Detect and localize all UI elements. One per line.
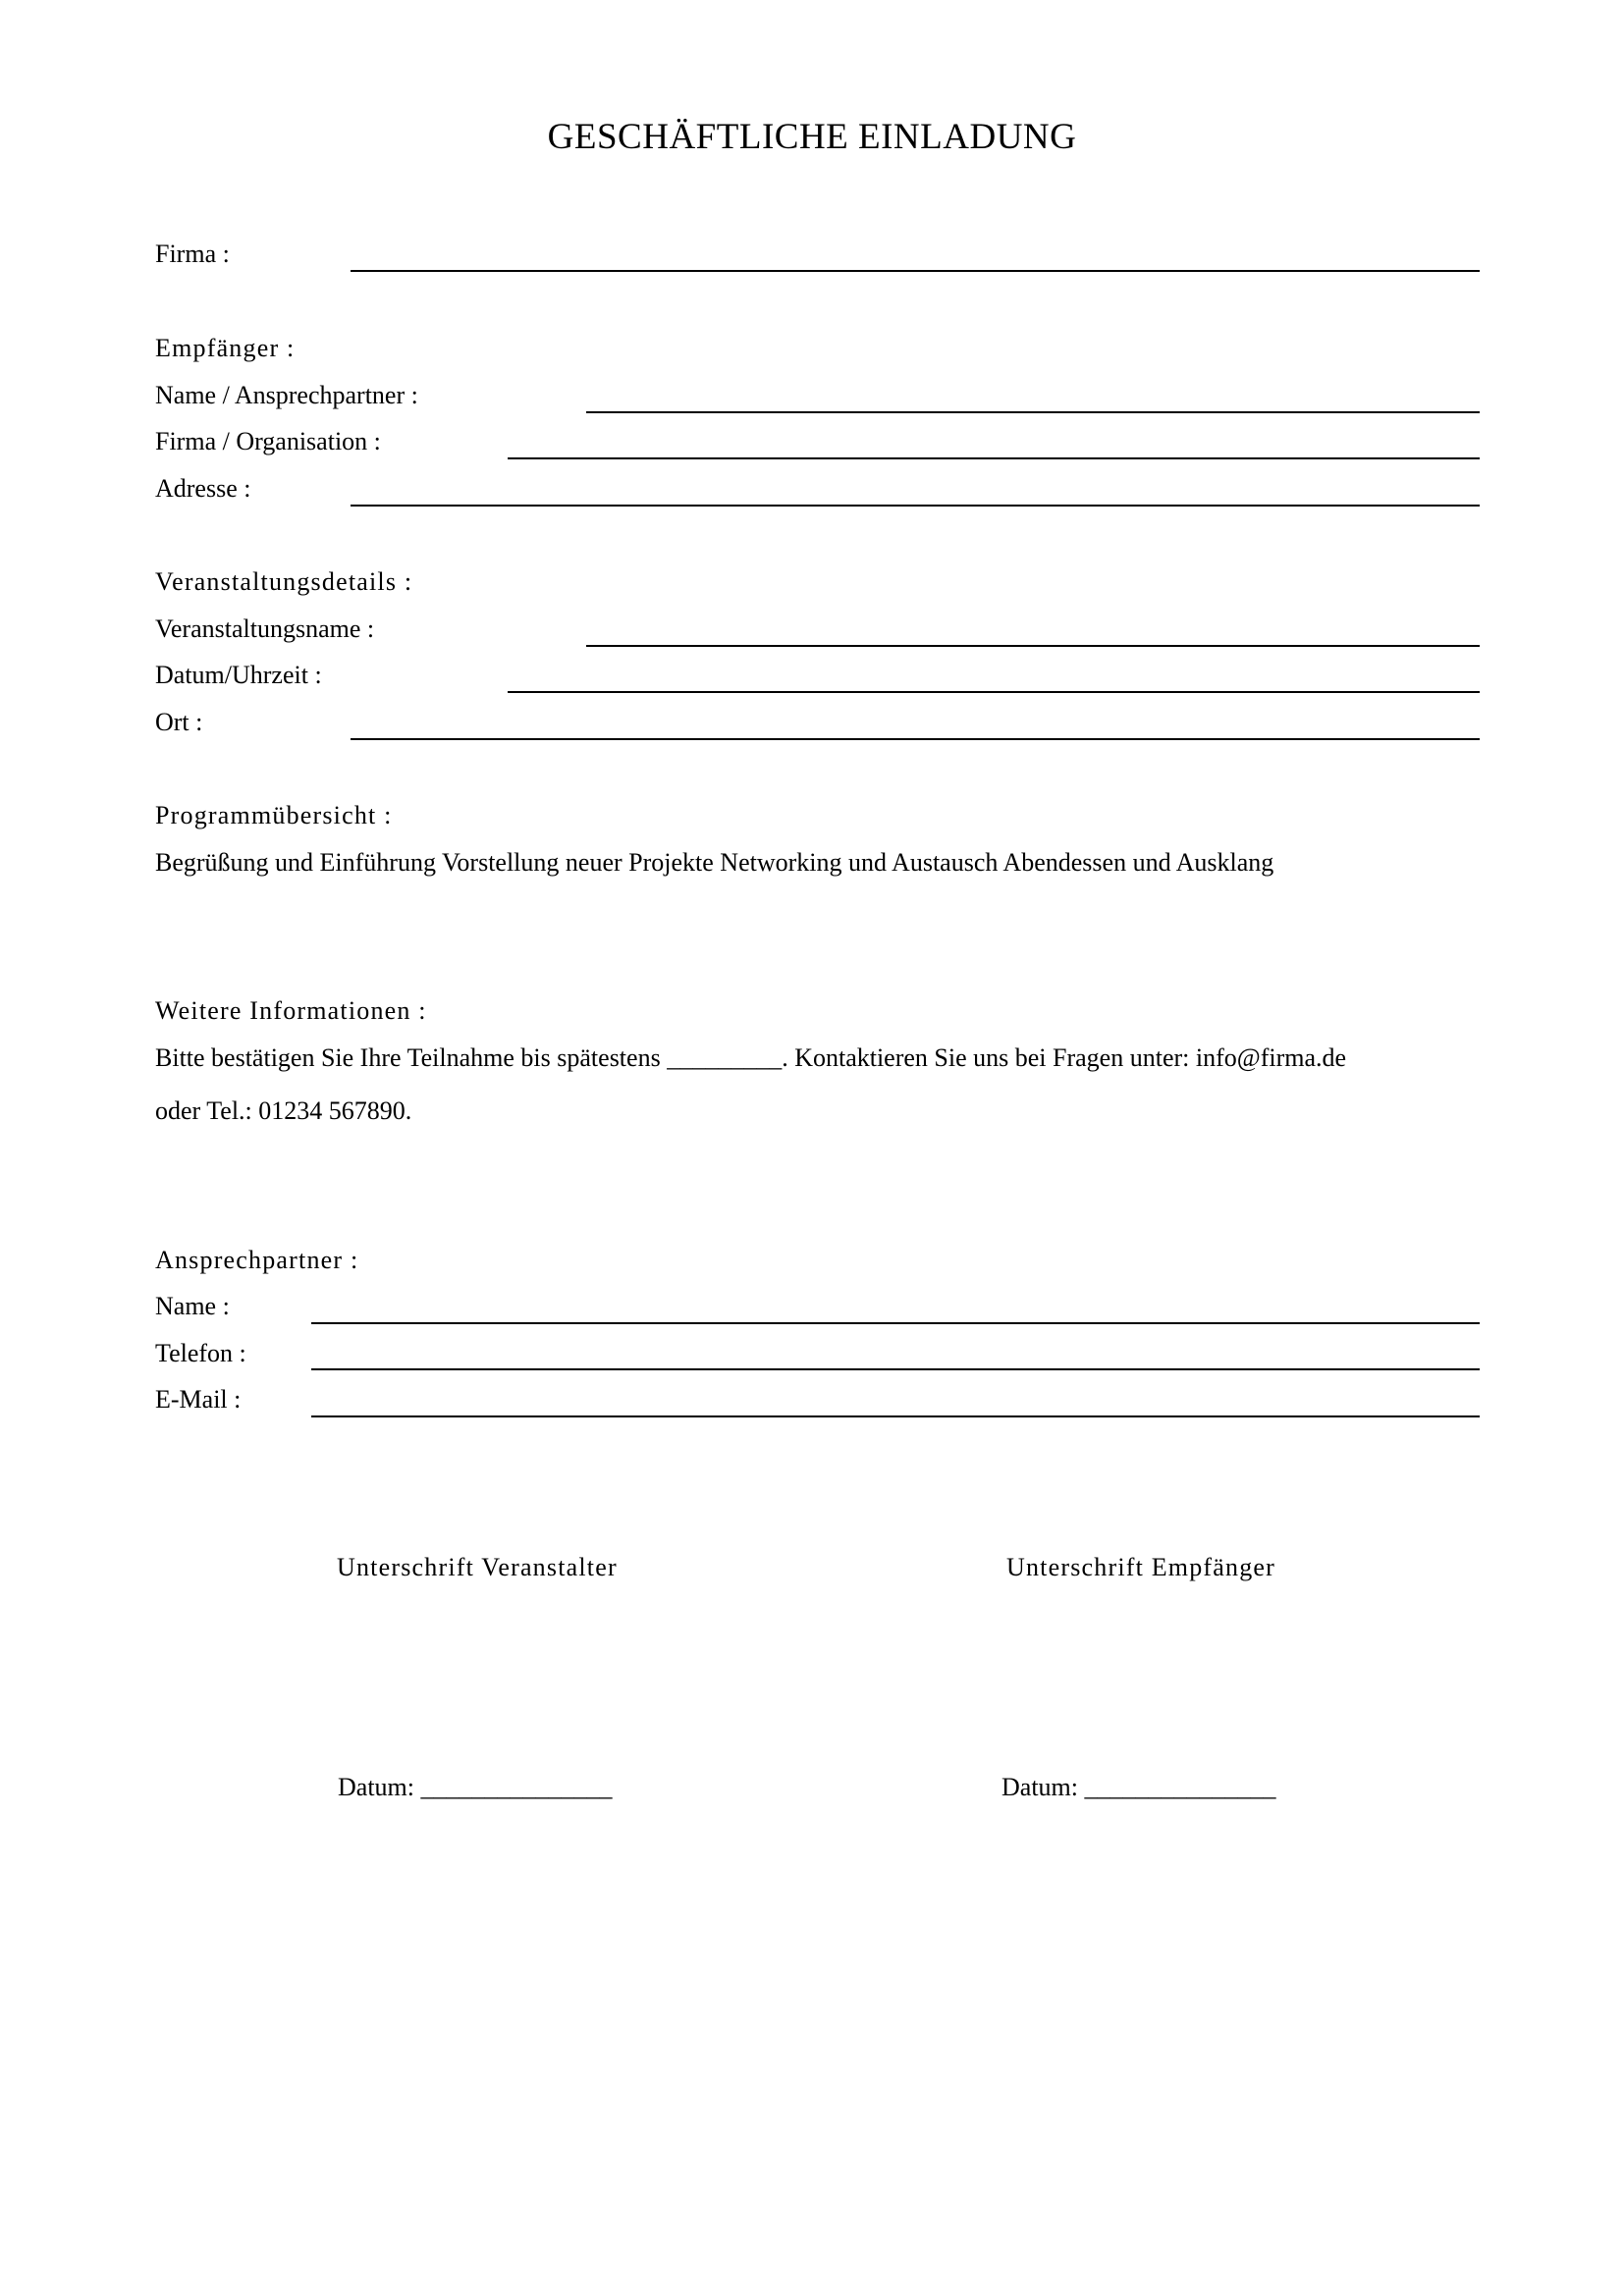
event-datetime-field-line[interactable]: [508, 691, 1480, 693]
recipient-org-label: Firma / Organisation :: [155, 427, 381, 455]
event-name-field-line[interactable]: [586, 645, 1480, 647]
recipient-org-field-line[interactable]: [508, 457, 1480, 459]
contact-heading: Ansprechpartner :: [155, 1246, 359, 1274]
recipient-date-field[interactable]: Datum: _______________: [1001, 1773, 1276, 1801]
info-text-line2: oder Tel.: 01234 567890.: [155, 1096, 412, 1125]
recipient-address-label: Adresse :: [155, 474, 251, 503]
recipient-address-field-line[interactable]: [351, 505, 1480, 507]
contact-email-label: E-Mail :: [155, 1385, 242, 1414]
company-label: Firma :: [155, 240, 230, 268]
program-heading: Programmübersicht :: [155, 801, 393, 829]
event-location-label: Ort :: [155, 708, 203, 736]
info-heading: Weitere Informationen :: [155, 996, 427, 1025]
event-datetime-label: Datum/Uhrzeit :: [155, 661, 322, 689]
event-heading: Veranstaltungsdetails :: [155, 567, 413, 596]
info-text-line1: Bitte bestätigen Sie Ihre Teilnahme bis spätestens _________. Kontaktieren Sie uns bei Fragen unter: info@firma.de: [155, 1043, 1347, 1072]
program-text: Begrüßung und Einführung Vorstellung neuer Projekte Networking und Austausch Abendessen und Ausklang: [155, 848, 1274, 877]
recipient-name-field-line[interactable]: [586, 411, 1480, 413]
organizer-date-field[interactable]: Datum: _______________: [338, 1773, 613, 1801]
recipient-heading: Empfänger :: [155, 334, 296, 362]
company-field-line[interactable]: [351, 270, 1480, 272]
contact-email-field-line[interactable]: [311, 1415, 1480, 1417]
contact-phone-label: Telefon :: [155, 1339, 246, 1367]
event-location-field-line[interactable]: [351, 738, 1480, 740]
contact-name-label: Name :: [155, 1292, 230, 1320]
contact-name-field-line[interactable]: [311, 1322, 1480, 1324]
document-title: GESCHÄFTLICHE EINLADUNG: [547, 117, 1077, 157]
recipient-signature-label: Unterschrift Empfänger: [1006, 1553, 1276, 1581]
organizer-signature-label: Unterschrift Veranstalter: [337, 1553, 618, 1581]
contact-phone-field-line[interactable]: [311, 1368, 1480, 1370]
recipient-name-label: Name / Ansprechpartner :: [155, 381, 418, 409]
event-name-label: Veranstaltungsname :: [155, 614, 375, 643]
